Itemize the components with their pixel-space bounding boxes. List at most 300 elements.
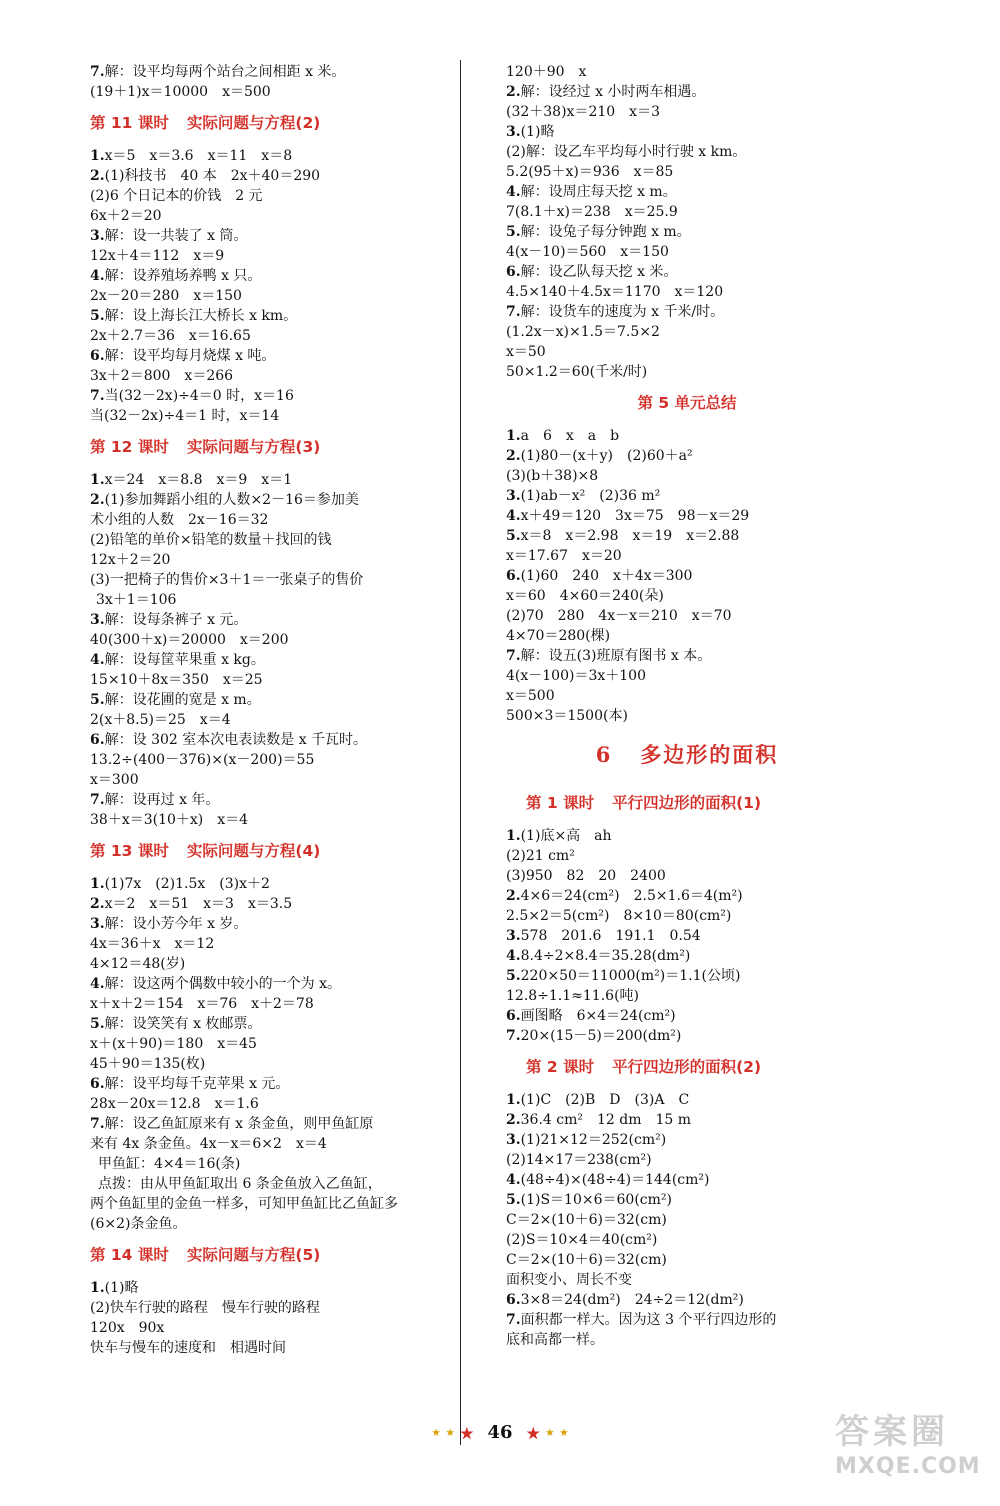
answer-text: 6x＋2＝20 xyxy=(90,208,162,224)
answer-line xyxy=(506,262,868,282)
big-star-icon: ★ xyxy=(526,1424,540,1443)
answer-text: x＝60 4×60＝240(朵) xyxy=(506,588,664,604)
answer-line xyxy=(506,1270,868,1290)
answer-text: 解：设这两个偶数中较小的一个为 x。 xyxy=(104,976,341,992)
answer-line xyxy=(506,1026,868,1046)
question-number: 2. xyxy=(506,888,521,904)
answer-line xyxy=(506,686,868,706)
answer-text: 7(8.1＋x)＝238 x＝25.9 xyxy=(506,204,678,220)
watermark-logo: 答案圈 xyxy=(835,1412,949,1452)
lesson-number: 第 12 课时 xyxy=(90,438,169,456)
answer-text: 2(x＋8.5)＝25 x＝4 xyxy=(90,712,231,728)
answer-line xyxy=(506,182,868,202)
answer-text: 40(300＋x)＝20000 x＝200 xyxy=(90,632,289,648)
lesson-number: 第 1 课时 xyxy=(526,794,595,812)
answer-text: (2)6 个日记本的价钱 2 元 xyxy=(90,188,263,204)
answer-text: 解：设平均每千克苹果 x 元。 xyxy=(104,1076,290,1092)
answer-line xyxy=(506,846,868,866)
question-number: 2. xyxy=(506,84,521,100)
answer-line xyxy=(506,626,868,646)
question-number: 5. xyxy=(506,224,521,240)
answer-text: 解：设笑笑有 x 枚邮票。 xyxy=(104,1016,262,1032)
answer-line xyxy=(506,446,868,466)
answer-line xyxy=(506,906,868,926)
answer-line xyxy=(90,670,450,690)
question-number: 2. xyxy=(506,448,521,464)
answer-line xyxy=(506,1230,868,1250)
lesson-number: 第 2 课时 xyxy=(526,1058,595,1076)
answer-line xyxy=(506,926,868,946)
question-number: 7. xyxy=(506,304,521,320)
question-number: 3. xyxy=(506,928,521,944)
answer-text: 面积都一样大。因为这 3 个平行四边形的 xyxy=(520,1312,777,1328)
answer-text: (2)70 280 4x－x＝210 x＝70 xyxy=(506,608,732,624)
answer-line xyxy=(90,470,450,490)
answer-text: (3)一把椅子的售价×3＋1＝一张桌子的售价 xyxy=(90,572,364,588)
answer-text: 12.8÷1.1≈11.6(吨) xyxy=(506,988,639,1004)
answer-text: 4.5×140＋4.5x＝1170 x＝120 xyxy=(506,284,724,300)
chapter-number: 6 xyxy=(595,742,613,767)
lesson-title: 平行四边形的面积(1) xyxy=(612,794,762,812)
answer-text: x＋x＋2＝154 x＝76 x＋2＝78 xyxy=(90,996,314,1012)
answer-line xyxy=(90,186,450,206)
answer-line xyxy=(506,102,868,122)
answer-line xyxy=(506,282,868,302)
answer-line xyxy=(90,62,450,82)
answer-line xyxy=(90,810,450,830)
question-number: 3. xyxy=(506,124,521,140)
question-number: 3. xyxy=(90,916,105,932)
answer-text: 15×10＋8x＝350 x＝25 xyxy=(90,672,263,688)
question-number: 5. xyxy=(90,692,105,708)
answer-text: 8.4÷2×8.4＝35.28(dm²) xyxy=(520,948,691,964)
question-number: 3. xyxy=(506,1132,521,1148)
answer-line xyxy=(90,490,450,510)
answer-line xyxy=(90,266,450,286)
answer-line xyxy=(90,1318,450,1338)
answer-text: 甲鱼缸：4×4＝16(条) xyxy=(98,1156,241,1172)
answer-line xyxy=(90,1194,450,1214)
answer-line xyxy=(506,966,868,986)
question-number: 3. xyxy=(90,612,105,628)
question-number: 6. xyxy=(90,732,105,748)
answer-text: (1)底×高 ah xyxy=(520,828,612,844)
question-number: 5. xyxy=(506,1192,521,1208)
answer-text: x＝500 xyxy=(506,688,555,704)
lesson-heading xyxy=(506,392,868,414)
answer-line xyxy=(90,630,450,650)
answer-line xyxy=(506,946,868,966)
answer-line xyxy=(90,1154,450,1174)
answer-text: 解：设兔子每分钟跑 x m。 xyxy=(520,224,691,240)
answer-text: 3x＋2＝800 x＝266 xyxy=(90,368,234,384)
answer-line xyxy=(506,1150,868,1170)
answer-line xyxy=(90,1338,450,1358)
small-star-icon: ★ xyxy=(432,1428,441,1439)
answer-text: 4×70＝280(棵) xyxy=(506,628,611,644)
question-number: 4. xyxy=(506,948,521,964)
answer-line xyxy=(506,486,868,506)
answer-text: 5.2(95＋x)＝936 x＝85 xyxy=(506,164,674,180)
answer-line xyxy=(90,690,450,710)
answer-text: 解：设小芳今年 x 岁。 xyxy=(104,916,248,932)
answer-text: (1.2x－x)×1.5＝7.5×2 xyxy=(506,324,660,340)
answer-text: x＋49＝120 3x＝75 98－x＝29 xyxy=(520,508,750,524)
answer-text: 13.2÷(400－376)×(x－200)＝55 xyxy=(90,752,315,768)
lesson-title: 实际问题与方程(3) xyxy=(186,438,321,456)
answer-line xyxy=(90,82,450,102)
answer-line xyxy=(506,466,868,486)
answer-line xyxy=(90,1074,450,1094)
answer-text: 解：设周庄每天挖 x m。 xyxy=(520,184,677,200)
answer-line xyxy=(506,566,868,586)
answer-line xyxy=(506,62,868,82)
answer-line xyxy=(90,874,450,894)
answer-text: 50×1.2＝60(千米/时) xyxy=(506,364,648,380)
answer-line xyxy=(506,1310,868,1330)
answer-line xyxy=(90,1214,450,1234)
answer-text: (3)(b＋38)×8 xyxy=(506,468,599,484)
answer-line xyxy=(90,730,450,750)
answer-line xyxy=(506,1130,868,1150)
page-number: 46 xyxy=(487,1422,513,1443)
answer-line xyxy=(90,406,450,426)
answer-text: 解：设乙队每天挖 x 米。 xyxy=(520,264,678,280)
answer-line xyxy=(506,222,868,242)
answer-line xyxy=(506,362,868,382)
answer-line xyxy=(506,826,868,846)
answer-line xyxy=(90,1054,450,1074)
answer-line xyxy=(90,166,450,186)
big-star-icon: ★ xyxy=(460,1424,474,1443)
answer-line xyxy=(90,570,450,590)
answer-text: 2x－20＝280 x＝150 xyxy=(90,288,242,304)
answer-text: x＝8 x＝2.98 x＝19 x＝2.88 xyxy=(520,528,740,544)
answer-text: 220×50＝11000(m²)＝1.1(公顷) xyxy=(520,968,741,984)
answer-line xyxy=(90,510,450,530)
question-number: 1. xyxy=(90,1280,105,1296)
answer-line xyxy=(506,1110,868,1130)
answer-text: (1)21×12＝252(cm²) xyxy=(520,1132,667,1148)
answer-line xyxy=(506,506,868,526)
question-number: 2. xyxy=(90,168,105,184)
answer-text: (2)21 cm² xyxy=(506,848,575,864)
question-number: 1. xyxy=(90,876,105,892)
answer-text: 解：设养殖场养鸭 x 只。 xyxy=(104,268,262,284)
question-number: 4. xyxy=(506,1172,521,1188)
lesson-heading xyxy=(90,112,450,134)
left-column xyxy=(90,62,450,1358)
watermark xyxy=(835,1410,985,1500)
lesson-title: 实际问题与方程(5) xyxy=(186,1246,321,1264)
question-number: 2. xyxy=(90,492,105,508)
answer-text: 2x＋2.7＝36 x＝16.65 xyxy=(90,328,251,344)
lesson-number: 第 13 课时 xyxy=(90,842,169,860)
question-number: 6. xyxy=(506,1008,521,1024)
answer-line xyxy=(506,1250,868,1270)
answer-line xyxy=(90,914,450,934)
answer-line xyxy=(506,82,868,102)
answer-line xyxy=(506,162,868,182)
question-number: 1. xyxy=(90,148,105,164)
lesson-number: 第 5 单元总结 xyxy=(637,394,737,412)
answer-line xyxy=(90,550,450,570)
question-number: 1. xyxy=(506,1092,521,1108)
question-number: 2. xyxy=(506,1112,521,1128)
lesson-heading xyxy=(506,1056,868,1078)
answer-text: 36.4 cm² 12 dm 15 m xyxy=(520,1112,692,1128)
small-star-icon: ★ xyxy=(545,1428,554,1439)
answer-text: 快车与慢车的速度和 相遇时间 xyxy=(90,1340,286,1356)
answer-text: (2)解：设乙车平均每小时行驶 x km。 xyxy=(506,144,747,160)
answer-text: 解：设货车的速度为 x 千米/时。 xyxy=(520,304,725,320)
answer-line xyxy=(506,1290,868,1310)
answer-line xyxy=(506,1190,868,1210)
question-number: 3. xyxy=(506,488,521,504)
question-number: 7. xyxy=(90,1116,105,1132)
answer-line xyxy=(506,1330,868,1350)
answer-line xyxy=(506,546,868,566)
answer-line xyxy=(90,770,450,790)
answer-text: (1)S＝10×6＝60(cm²) xyxy=(520,1192,672,1208)
answer-text: (1)略 xyxy=(520,124,555,140)
answer-line xyxy=(506,886,868,906)
answer-text: C＝2×(10＋6)＝32(cm) xyxy=(506,1212,667,1228)
answer-text: 120＋90 x xyxy=(506,64,587,80)
answer-text: (32＋38)x＝210 x＝3 xyxy=(506,104,660,120)
answer-text: 当(32－2x)÷4＝0 时，x＝16 xyxy=(104,388,294,404)
answer-line xyxy=(90,346,450,366)
answer-text: 3x＋1＝106 xyxy=(96,592,177,608)
answer-text: 两个鱼缸里的金鱼一样多，可知甲鱼缸比乙鱼缸多 xyxy=(90,1196,398,1212)
answer-text: 4×6＝24(cm²) 2.5×1.6＝4(m²) xyxy=(520,888,743,904)
answer-text: (1)60 240 x＋4x＝300 xyxy=(520,568,693,584)
answer-line xyxy=(506,666,868,686)
answer-text: 28x－20x＝12.8 x＝1.6 xyxy=(90,1096,259,1112)
answer-line xyxy=(506,1090,868,1110)
answer-text: x＝5 x＝3.6 x＝11 x＝8 xyxy=(104,148,293,164)
answer-text: 解：设五(3)班原有图书 x 本。 xyxy=(520,648,712,664)
answer-text: 解：设 302 室本次电表读数是 x 千瓦时。 xyxy=(104,732,368,748)
answer-text: 38＋x＝3(10＋x) x＝4 xyxy=(90,812,249,828)
lesson-title: 实际问题与方程(4) xyxy=(186,842,321,860)
answer-line xyxy=(90,710,450,730)
chapter-heading xyxy=(506,740,868,770)
answer-line xyxy=(90,226,450,246)
answer-line xyxy=(506,302,868,322)
answer-text: 点拨：由从甲鱼缸取出 6 条金鱼放入乙鱼缸， xyxy=(98,1176,382,1192)
answer-line xyxy=(506,606,868,626)
question-number: 6. xyxy=(506,568,521,584)
question-number: 1. xyxy=(506,828,521,844)
question-number: 5. xyxy=(90,308,105,324)
answer-line xyxy=(506,122,868,142)
question-number: 4. xyxy=(90,976,105,992)
answer-text: 解：设平均每两个站台之间相距 x 米。 xyxy=(104,64,346,80)
lesson-heading xyxy=(90,1244,450,1266)
answer-text: (2)S＝10×4＝40(cm²) xyxy=(506,1232,658,1248)
answer-text: 12x＋2＝20 xyxy=(90,552,171,568)
question-number: 7. xyxy=(506,1312,521,1328)
answer-text: 120x 90x xyxy=(90,1320,165,1336)
lesson-heading xyxy=(90,436,450,458)
answer-text: 45＋90＝135(枚) xyxy=(90,1056,206,1072)
answer-line xyxy=(506,322,868,342)
answer-line xyxy=(90,326,450,346)
answer-line xyxy=(506,526,868,546)
answer-text: 解：设一共装了 x 筒。 xyxy=(104,228,248,244)
answer-text: 解：设花圃的宽是 x m。 xyxy=(104,692,261,708)
answer-line xyxy=(90,974,450,994)
answer-text: 解：设每条裤子 x 元。 xyxy=(104,612,248,628)
answer-line xyxy=(506,342,868,362)
question-number: 4. xyxy=(506,508,521,524)
question-number: 6. xyxy=(90,348,105,364)
answer-line xyxy=(90,610,450,630)
question-number: 7. xyxy=(90,792,105,808)
answer-text: (1)7x (2)1.5x (3)x＋2 xyxy=(104,876,270,892)
answer-text: 4x＝36＋x x＝12 xyxy=(90,936,215,952)
answer-text: 当(32－2x)÷4＝1 时，x＝14 xyxy=(90,408,280,424)
answer-text: 12x＋4＝112 x＝9 xyxy=(90,248,225,264)
answer-line xyxy=(90,366,450,386)
answer-text: 解：设乙鱼缸原来有 x 条金鱼，则甲鱼缸原 xyxy=(104,1116,374,1132)
answer-line xyxy=(90,650,450,670)
answer-text: (1)科技书 40 本 2x＋40＝290 xyxy=(104,168,321,184)
answer-line xyxy=(506,986,868,1006)
answer-line xyxy=(90,1134,450,1154)
answer-line xyxy=(90,1114,450,1134)
answer-text: a 6 x a b xyxy=(520,428,620,444)
answer-text: (3)950 82 20 2400 xyxy=(506,868,666,884)
answer-line xyxy=(90,590,450,610)
question-number: 5. xyxy=(506,968,521,984)
answer-text: 解：设经过 x 小时两车相遇。 xyxy=(520,84,706,100)
answer-line xyxy=(506,202,868,222)
answer-text: x＝24 x＝8.8 x＝9 x＝1 xyxy=(104,472,293,488)
answer-line xyxy=(90,246,450,266)
answer-text: 术小组的人数 2x－16＝32 xyxy=(90,512,269,528)
answer-text: 4(x－100)＝3x＋100 xyxy=(506,668,646,684)
answer-text: (1)ab－x² (2)36 m² xyxy=(520,488,661,504)
answer-line xyxy=(90,386,450,406)
answer-line xyxy=(90,954,450,974)
question-number: 4. xyxy=(90,652,105,668)
answer-text: 面积变小、周长不变 xyxy=(506,1272,632,1288)
lesson-title: 实际问题与方程(2) xyxy=(186,114,321,132)
question-number: 7. xyxy=(506,1028,521,1044)
answer-line xyxy=(90,934,450,954)
answer-line xyxy=(506,706,868,726)
question-number: 3. xyxy=(90,228,105,244)
question-number: 7. xyxy=(90,388,105,404)
lesson-title: 平行四边形的面积(2) xyxy=(612,1058,762,1076)
answer-text: 解：设上海长江大桥长 x km。 xyxy=(104,308,298,324)
answer-text: C＝2×(10＋6)＝32(cm) xyxy=(506,1252,667,1268)
answer-line xyxy=(506,426,868,446)
answer-line xyxy=(90,1094,450,1114)
right-column xyxy=(506,62,868,1350)
answer-text: 底和高都一样。 xyxy=(506,1332,604,1348)
answer-line xyxy=(506,1210,868,1230)
question-number: 6. xyxy=(90,1076,105,1092)
question-number: 1. xyxy=(90,472,105,488)
lesson-number: 第 11 课时 xyxy=(90,114,169,132)
question-number: 2. xyxy=(90,896,105,912)
answer-text: (2)快车行驶的路程 慢车行驶的路程 xyxy=(90,1300,320,1316)
answer-text: (2)14×17＝238(cm²) xyxy=(506,1152,652,1168)
answer-text: (1)C (2)B D (3)A C xyxy=(520,1092,690,1108)
answer-line xyxy=(90,790,450,810)
answer-text: 578 201.6 191.1 0.54 xyxy=(520,928,701,944)
answer-line xyxy=(90,894,450,914)
question-number: 4. xyxy=(90,268,105,284)
answer-text: 2.5×2＝5(cm²) 8×10＝80(cm²) xyxy=(506,908,732,924)
answer-line xyxy=(90,1034,450,1054)
question-number: 1. xyxy=(506,428,521,444)
answer-line xyxy=(506,1006,868,1026)
answer-text: 画图略 6×4＝24(cm²) xyxy=(520,1008,676,1024)
answer-text: 来有 4x 条金鱼。4x－x＝6×2 x＝4 xyxy=(90,1136,327,1152)
answer-text: (6×2)条金鱼。 xyxy=(90,1216,187,1232)
answer-text: 3×8＝24(dm²) 24÷2＝12(dm²) xyxy=(520,1292,744,1308)
answer-line xyxy=(506,646,868,666)
answer-line xyxy=(90,994,450,1014)
answer-line xyxy=(506,142,868,162)
answer-line xyxy=(506,1170,868,1190)
watermark-url: MXQE.COM xyxy=(835,1454,981,1479)
answer-line xyxy=(90,286,450,306)
question-number: 5. xyxy=(90,1016,105,1032)
answer-text: 4×12＝48(岁) xyxy=(90,956,186,972)
small-star-icon: ★ xyxy=(559,1428,568,1439)
answer-line xyxy=(90,1174,450,1194)
answer-line xyxy=(90,1014,450,1034)
answer-text: (1)略 xyxy=(104,1280,139,1296)
answer-text: (1)参加舞蹈小组的人数×2－16＝参加美 xyxy=(104,492,359,508)
answer-text: 解：设再过 x 年。 xyxy=(104,792,220,808)
answer-text: 500×3＝1500(本) xyxy=(506,708,628,724)
answer-text: (48÷4)×(48÷4)＝144(cm²) xyxy=(520,1172,710,1188)
answer-text: 解：设每筐苹果重 x kg。 xyxy=(104,652,265,668)
answer-line xyxy=(90,206,450,226)
answer-line xyxy=(90,306,450,326)
answer-text: x＋(x＋90)＝180 x＝45 xyxy=(90,1036,257,1052)
answer-text: (19＋1)x＝10000 x＝500 xyxy=(90,84,271,100)
lesson-heading xyxy=(90,840,450,862)
question-number: 5. xyxy=(506,528,521,544)
answer-text: (2)铅笔的单价×铅笔的数量＋找回的钱 xyxy=(90,532,332,548)
question-number: 6. xyxy=(506,264,521,280)
answer-line xyxy=(90,1278,450,1298)
answer-text: 解：设平均每月烧煤 x 吨。 xyxy=(104,348,276,364)
question-number: 4. xyxy=(506,184,521,200)
answer-text: (1)80－(x＋y) (2)60＋a² xyxy=(520,448,693,464)
answer-line xyxy=(90,1298,450,1318)
answer-text: x＝17.67 x＝20 xyxy=(506,548,622,564)
question-number: 7. xyxy=(90,64,105,80)
column-divider xyxy=(460,60,461,1445)
answer-text: 4(x－10)＝560 x＝150 xyxy=(506,244,669,260)
answer-text: x＝300 xyxy=(90,772,139,788)
answer-text: x＝2 x＝51 x＝3 x＝3.5 xyxy=(104,896,293,912)
question-number: 7. xyxy=(506,648,521,664)
answer-line xyxy=(506,242,868,262)
answer-line xyxy=(90,530,450,550)
lesson-number: 第 14 课时 xyxy=(90,1246,169,1264)
answer-text: 20×(15－5)＝200(dm²) xyxy=(520,1028,682,1044)
answer-text: x＝50 xyxy=(506,344,546,360)
